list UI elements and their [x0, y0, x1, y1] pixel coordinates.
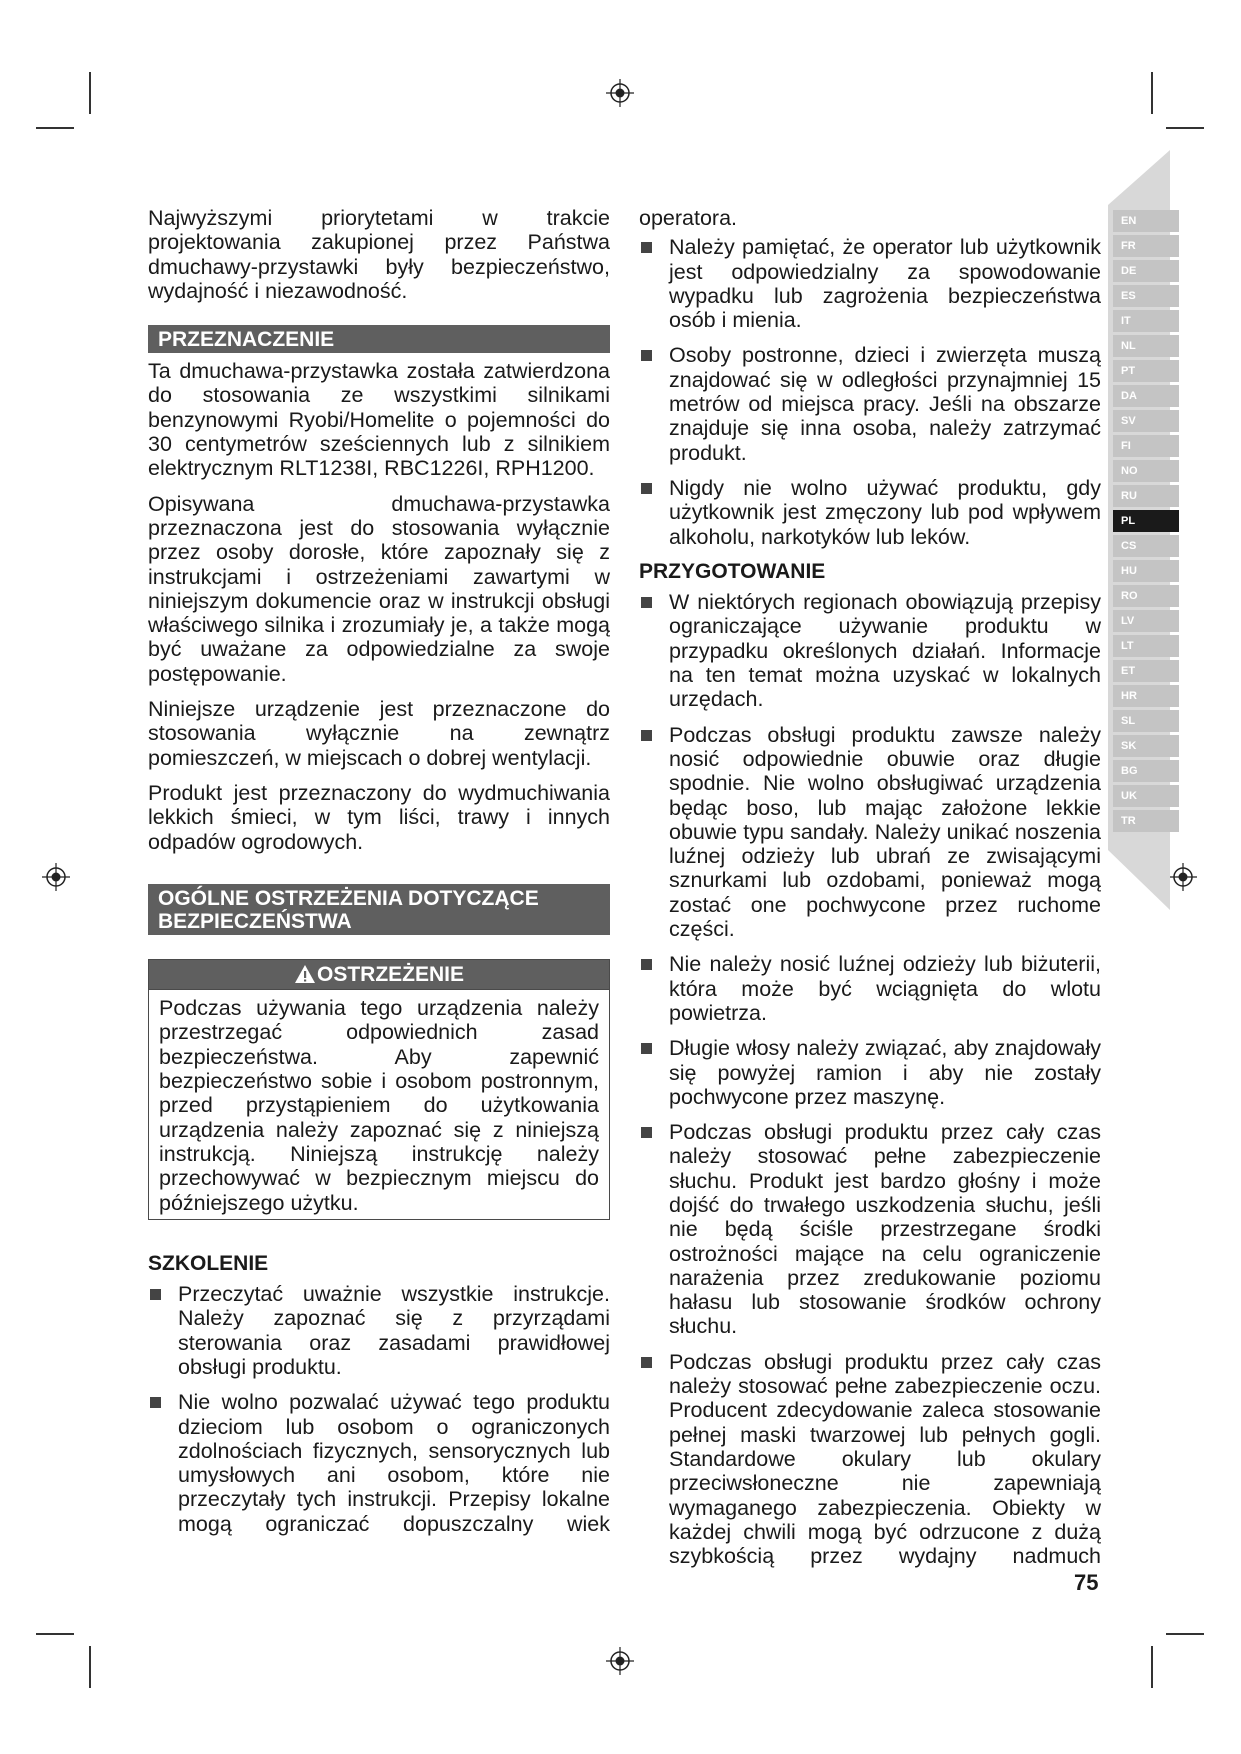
bullet-square-icon [641, 350, 652, 361]
language-tab-no: NO [1113, 460, 1179, 482]
language-tab-bg: BG [1113, 760, 1179, 782]
crop-mark [1166, 127, 1204, 129]
left-column [148, 206, 610, 1547]
list-item: W niektórych regionach obowiązują przepisy ograniczające używanie produktu w przypadku określonych działań. Informacje na ten temat można uzyskać w lokalnych urzędach. [639, 590, 1101, 711]
bullet-square-icon [150, 1397, 161, 1408]
language-tab-lv: LV [1113, 610, 1179, 632]
language-tab-lt: LT [1113, 635, 1179, 657]
crop-mark [89, 1646, 91, 1688]
bullet-square-icon [641, 1043, 652, 1054]
language-tab-fr: FR [1113, 235, 1179, 257]
safety-list [639, 235, 1101, 549]
section-title-safety-warnings [148, 884, 610, 935]
language-tab-tr: TR [1113, 810, 1179, 832]
list-item: Podczas obsługi produktu zawsze należy nosić odpowiednie obuwie oraz długie spodnie. Nie wolno obsługiwać urządzenia będąc boso, lub mając założone lekkie obuwie typu sandały. Należy unikać noszenia luźnej odzieży lub ubrań ze zwisającymi sznurkami lub ozdobami, ponieważ mogą zostać one pochwycone przez ruchome części. [639, 723, 1101, 942]
crop-mark [1166, 1633, 1204, 1635]
language-tab-sv: SV [1113, 410, 1179, 432]
language-tab-et: ET [1113, 660, 1179, 682]
language-tab-da: DA [1113, 385, 1179, 407]
language-tab-cs: CS [1113, 535, 1179, 557]
language-tab-en: EN [1113, 210, 1179, 232]
crop-mark [1151, 1646, 1153, 1688]
warning-box [148, 959, 610, 1220]
registration-mark-icon [605, 78, 635, 108]
language-tab-es: ES [1113, 285, 1179, 307]
bullet-square-icon [641, 959, 652, 970]
language-tab-pl: PL [1113, 510, 1179, 532]
crop-mark [89, 72, 91, 114]
list-item: Podczas obsługi produktu przez cały czas należy stosować pełne zabezpieczenie oczu. Producent zdecydowanie zaleca stosowanie pełnej maski twarzowej lub pełnych gogli. Standardowe okulary lub okulary przeciwsłoneczne nie zapewniają wymaganego zabezpieczenia. Obiekty w każdej chwili mogą być odrzucone z dużą szybkością przez wydajny nadmuch [639, 1350, 1101, 1569]
bullet-square-icon [641, 483, 652, 494]
crop-mark [36, 127, 74, 129]
language-tab-uk: UK [1113, 785, 1179, 807]
subsection-title-przygotowanie: PRZYGOTOWANIE [639, 559, 826, 583]
registration-mark-icon [605, 1646, 635, 1676]
paragraph: Produkt jest przeznaczony do wydmuchiwania lekkich śmieci, w tym liści, trawy i innych odpadów ogrodowych. [148, 780, 610, 854]
warning-header [149, 960, 609, 990]
bullet-square-icon [150, 1289, 161, 1300]
right-column [639, 206, 1101, 1579]
language-tab-ru: RU [1113, 485, 1179, 507]
list-item: Należy pamiętać, że operator lub użytkownik jest odpowiedzialny za spowodowanie wypadku lub zagrożenia bezpieczeństwa osób i mienia. [639, 235, 1101, 332]
list-item: Przeczytać uważnie wszystkie instrukcje. Należy zapoznać się z przyrządami sterowania oraz zasadami prawidłowej obsługi produktu. [148, 1282, 610, 1379]
language-tab-pt: PT [1113, 360, 1179, 382]
language-tab-it: IT [1113, 310, 1179, 332]
list-item: Osoby postronne, dzieci i zwierzęta muszą znajdować się w odległości przynajmniej 15 metrów od miejsca pracy. Jeśli na obszarze znajduje się inna osoba, należy zatrzymać produkt. [639, 343, 1101, 464]
crop-mark [1151, 72, 1153, 114]
language-tab-hu: HU [1113, 560, 1179, 582]
bullet-square-icon [641, 242, 652, 253]
warning-body [149, 990, 609, 1219]
language-tab-hr: HR [1113, 685, 1179, 707]
language-tab-de: DE [1113, 260, 1179, 282]
warning-triangle-icon [294, 964, 316, 984]
list-item: Nie wolno pozwalać używać tego produktu dzieciom lub osobom o ograniczonych zdolnościach fizycznych, sensorycznych lub umysłowych ani osobom, które nie przeczytały tych instrukcji. Przepisy lokalne mogą ograniczać dopuszczalny wiek [148, 1390, 610, 1536]
language-tab-nl: NL [1113, 335, 1179, 357]
subsection-title-szkolenie: SZKOLENIE [148, 1251, 269, 1275]
language-tab-ro: RO [1113, 585, 1179, 607]
paragraph: Niniejsze urządzenie jest przeznaczone do stosowania wyłącznie na zewnątrz pomieszczeń, w miejscach o dobrej wentylacji. [148, 697, 610, 770]
list-item: Długie włosy należy związać, aby znajdowały się powyżej ramion i aby nie zostały pochwycone przez maszynę. [639, 1036, 1101, 1109]
warning-title: OSTRZEŻENIE [316, 962, 464, 986]
registration-mark-icon [41, 862, 71, 892]
paragraph: Opisywana dmuchawa-przystawka przeznaczona jest do stosowania wyłącznie przez osoby dorosłe, które zapoznały się z instrukcjami i ostrzeżeniami zawartymi w niniejszym dokumencie oraz w instrukcji obsługi właściwego silnika i zrozumiały je, a także mogą być uważane za odpowiedzialne za swoje postępowanie. [148, 491, 610, 686]
list-item: Nie należy nosić luźnej odzieży lub biżuterii, która może być wciągnięta do wlotu powietrza. [639, 952, 1101, 1025]
registration-mark-icon [1168, 862, 1198, 892]
language-tab-sk: SK [1113, 735, 1179, 757]
bullet-square-icon [641, 1127, 652, 1138]
intro-paragraph: Najwyższymi priorytetami w trakcie projektowania zakupionej przez Państwa dmuchawy-przystawki były bezpieczeństwo, wydajność i niezawodność. [148, 206, 610, 303]
continued-text: operatora. [639, 206, 738, 230]
section-title-line: OGÓLNE OSTRZEŻENIA DOTYCZĄCE [158, 886, 539, 910]
bullet-square-icon [641, 1357, 652, 1368]
training-list [148, 1282, 610, 1536]
list-item: Podczas obsługi produktu przez cały czas należy stosować pełne zabezpieczenie słuchu. Produkt jest bardzo głośny i może dojść do trwałego uszkodzenia słuchu, jeśli nie będą ściśle przestrzegane środki ostrożności mające na celu ograniczenie narażenia przez zredukowanie poziomu hałasu lub stosowanie środków ochrony słuchu. [639, 1120, 1101, 1339]
crop-mark [36, 1633, 74, 1635]
warning-text: Podczas używania tego urządzenia należy przestrzegać odpowiednich zasad bezpieczeństwa. Aby zapewnić bezpieczeństwo sobie i osobom postronnym, przed przystąpieniem do użytkowania urządzenia należy zapoznać się z niniejszą instrukcją. Niniejszą instrukcję należy przechowywać w bezpiecznym miejscu do późniejszego użytku. [159, 996, 599, 1215]
page-number: 75 [1074, 1570, 1099, 1595]
bullet-square-icon [641, 597, 652, 608]
list-item: Nigdy nie wolno używać produktu, gdy użytkownik jest zmęczony lub pod wpływem alkoholu, narkotyków lub leków. [639, 476, 1101, 549]
language-tab-sl: SL [1113, 710, 1179, 732]
section-title-przeznaczenie: PRZEZNACZENIE [148, 325, 610, 353]
language-tab-fi: FI [1113, 435, 1179, 457]
preparation-list [639, 590, 1101, 1568]
paragraph: Ta dmuchawa-przystawka została zatwierdzona do stosowania ze wszystkimi silnikami benzynowymi Ryobi/Homelite o pojemności do 30 centymetrów sześciennych lub z silnikiem elektrycznym RLT1238I, RBC1226I, RPH1200. [148, 359, 610, 481]
section-title-line: BEZPIECZEŃSTWA [158, 909, 352, 933]
bullet-square-icon [641, 730, 652, 741]
